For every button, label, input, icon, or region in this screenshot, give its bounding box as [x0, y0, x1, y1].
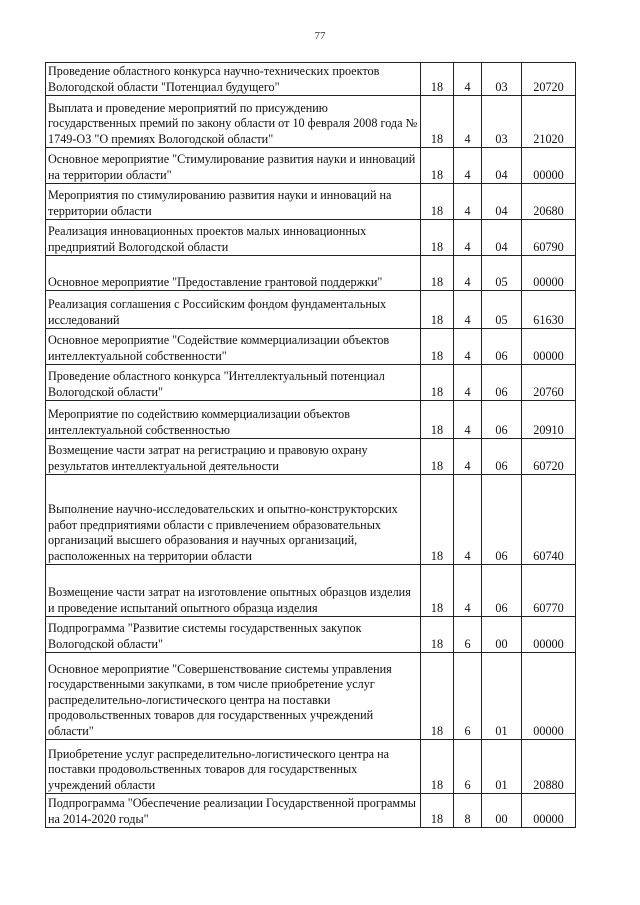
code-activity: 06: [482, 329, 522, 365]
table-row: [46, 401, 576, 439]
code-subprogram: 6: [454, 653, 482, 740]
code-section: 18: [421, 256, 454, 291]
code-activity: 01: [482, 740, 522, 794]
row-description: Основное мероприятие "Совершенствование системы управления государственными закупками, в том числе приобретение услуг распределительно-логистического центра на поставки продовольственных товаров для государственных учреждений области": [46, 653, 421, 740]
budget-table-body: [46, 63, 576, 828]
code-activity: 06: [482, 565, 522, 617]
code-activity: 00: [482, 617, 522, 653]
code-activity: 00: [482, 794, 522, 828]
code-direction: 00000: [522, 256, 576, 291]
table-row: [46, 63, 576, 96]
code-activity: 05: [482, 291, 522, 329]
row-description: Основное мероприятие "Предоставление грантовой поддержки": [46, 256, 421, 291]
code-subprogram: 4: [454, 291, 482, 329]
row-description: Приобретение услуг распределительно-логистического центра на поставки продовольственных товаров для государственных учреждений области: [46, 740, 421, 794]
code-direction: 00000: [522, 329, 576, 365]
row-description: Выполнение научно-исследовательских и опытно-конструкторских работ предприятиями области с привлечением образовательных организаций высшего образования и научных организаций, расположенных на территории области: [46, 475, 421, 565]
code-activity: 04: [482, 184, 522, 220]
row-description: Возмещение части затрат на регистрацию и правовую охрану результатов интеллектуальной деятельности: [46, 439, 421, 475]
code-section: 18: [421, 401, 454, 439]
code-direction: 20760: [522, 365, 576, 401]
code-subprogram: 4: [454, 439, 482, 475]
code-direction: 60740: [522, 475, 576, 565]
code-direction: 60720: [522, 439, 576, 475]
code-section: 18: [421, 184, 454, 220]
table-row: [46, 184, 576, 220]
code-subprogram: 4: [454, 401, 482, 439]
row-description: Основное мероприятие "Содействие коммерциализации объектов интеллектуальной собственности": [46, 329, 421, 365]
row-description: Проведение областного конкурса научно-технических проектов Вологодской области "Потенциал будущего": [46, 63, 421, 96]
code-activity: 06: [482, 365, 522, 401]
code-direction: 00000: [522, 653, 576, 740]
code-subprogram: 6: [454, 617, 482, 653]
code-activity: 03: [482, 96, 522, 148]
code-direction: 61630: [522, 291, 576, 329]
code-direction: 20880: [522, 740, 576, 794]
table-row: [46, 256, 576, 291]
code-activity: 06: [482, 401, 522, 439]
table-row: [46, 565, 576, 617]
code-section: 18: [421, 220, 454, 256]
row-description: Реализация соглашения с Российским фондом фундаментальных исследований: [46, 291, 421, 329]
code-subprogram: 4: [454, 475, 482, 565]
row-description: Мероприятие по содействию коммерциализации объектов интеллектуальной собственностью: [46, 401, 421, 439]
code-subprogram: 4: [454, 365, 482, 401]
code-subprogram: 4: [454, 329, 482, 365]
code-subprogram: 4: [454, 184, 482, 220]
code-section: 18: [421, 617, 454, 653]
row-description: Подпрограмма "Развитие системы государственных закупок Вологодской области": [46, 617, 421, 653]
code-subprogram: 4: [454, 96, 482, 148]
code-direction: 20680: [522, 184, 576, 220]
code-subprogram: 4: [454, 565, 482, 617]
row-description: Выплата и проведение мероприятий по присуждению государственных премий по закону области от 10 февраля 2008 года № 1749-ОЗ "О премиях Вологодской области": [46, 96, 421, 148]
code-section: 18: [421, 794, 454, 828]
table-row: [46, 439, 576, 475]
code-section: 18: [421, 365, 454, 401]
code-direction: 20910: [522, 401, 576, 439]
code-subprogram: 4: [454, 63, 482, 96]
table-row: [46, 329, 576, 365]
table-row: [46, 475, 576, 565]
row-description: Подпрограмма "Обеспечение реализации Государственной программы на 2014-2020 годы": [46, 794, 421, 828]
table-row: [46, 365, 576, 401]
code-activity: 04: [482, 148, 522, 184]
row-description: Реализация инновационных проектов малых инновационных предприятий Вологодской области: [46, 220, 421, 256]
code-activity: 04: [482, 220, 522, 256]
row-description: Возмещение части затрат на изготовление опытных образцов изделия и проведение испытаний опытного образца изделия: [46, 565, 421, 617]
code-activity: 01: [482, 653, 522, 740]
table-row: [46, 794, 576, 828]
row-description: Мероприятия по стимулированию развития науки и инноваций на территории области: [46, 184, 421, 220]
code-direction: 00000: [522, 794, 576, 828]
code-direction: 00000: [522, 148, 576, 184]
table-row: [46, 617, 576, 653]
code-section: 18: [421, 148, 454, 184]
code-section: 18: [421, 740, 454, 794]
code-section: 18: [421, 653, 454, 740]
code-activity: 06: [482, 439, 522, 475]
code-direction: 20720: [522, 63, 576, 96]
page-number: 77: [314, 30, 326, 42]
code-subprogram: 4: [454, 148, 482, 184]
table-row: [46, 96, 576, 148]
table-row: [46, 148, 576, 184]
table-row: [46, 220, 576, 256]
code-section: 18: [421, 291, 454, 329]
budget-table: [45, 62, 576, 828]
code-section: 18: [421, 63, 454, 96]
code-subprogram: 4: [454, 256, 482, 291]
code-section: 18: [421, 439, 454, 475]
row-description: Проведение областного конкурса "Интеллектуальный потенциал Вологодской области": [46, 365, 421, 401]
code-subprogram: 8: [454, 794, 482, 828]
code-direction: 00000: [522, 617, 576, 653]
code-section: 18: [421, 475, 454, 565]
row-description: Основное мероприятие "Стимулирование развития науки и инноваций на территории области": [46, 148, 421, 184]
code-direction: 60790: [522, 220, 576, 256]
code-direction: 21020: [522, 96, 576, 148]
code-section: 18: [421, 329, 454, 365]
code-activity: 06: [482, 475, 522, 565]
table-row: [46, 740, 576, 794]
table-row: [46, 653, 576, 740]
code-section: 18: [421, 96, 454, 148]
code-direction: 60770: [522, 565, 576, 617]
table-row: [46, 291, 576, 329]
code-subprogram: 4: [454, 220, 482, 256]
code-activity: 05: [482, 256, 522, 291]
code-activity: 03: [482, 63, 522, 96]
code-section: 18: [421, 565, 454, 617]
code-subprogram: 6: [454, 740, 482, 794]
